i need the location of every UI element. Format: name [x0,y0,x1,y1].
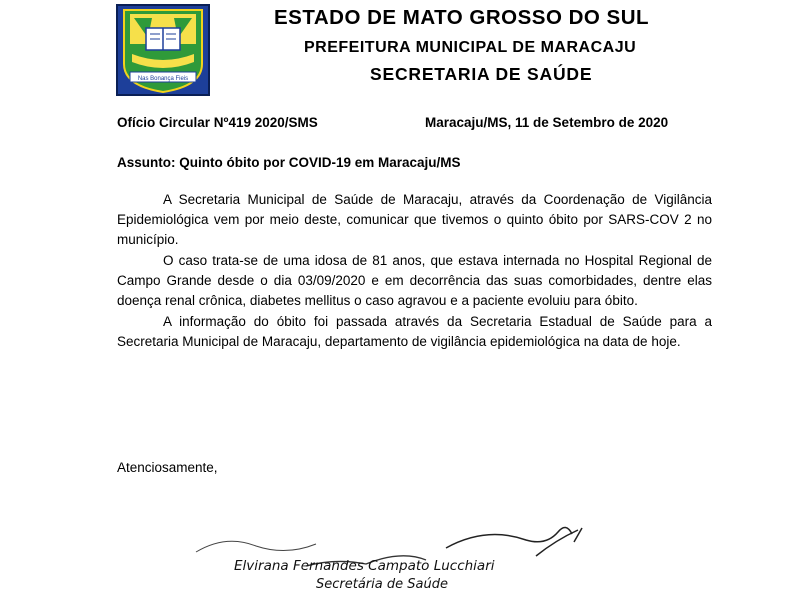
signatory-role: Secretária de Saúde [316,577,448,592]
letter-body [117,190,712,353]
department-title: SECRETARIA DE SAÚDE [370,64,593,84]
oficio-number: Ofício Circular Nº419 2020/SMS [117,115,318,130]
body-paragraph: A Secretaria Municipal de Saúde de Maracaju, através da Coordenação de Vigilância Epidemiológica vem por meio deste, comunicar que tivemos o quinto óbito por SARS-COV 2 no município. [117,192,712,247]
signatory-name: Elvirana Fernandes Campato Lucchiari [234,558,495,574]
subject-line: Assunto: Quinto óbito por COVID-19 em Maracaju/MS [117,155,461,170]
place-date: Maracaju/MS, 11 de Setembro de 2020 [425,115,669,130]
prefecture-title: PREFEITURA MUNICIPAL DE MARACAJU [304,39,637,56]
state-title: ESTADO DE MATO GROSSO DO SUL [274,6,650,29]
body-paragraph: O caso trata-se de uma idosa de 81 anos, que estava internada no Hospital Regional de Campo Grande desde o dia 03/09/2020 e em decorrência das suas comorbidades, dentre elas doença renal crônica, diabetes mellitus o caso agravou e a paciente evoluiu para óbito. [117,253,712,308]
municipal-crest [116,4,210,96]
closing-salutation: Atenciosamente, [117,460,218,475]
crest-icon [116,4,210,96]
svg-text:Nas Bonança Fieis: Nas Bonança Fieis [137,76,189,82]
body-paragraph: A informação do óbito foi passada através da Secretaria Estadual de Saúde para a Secretaria Municipal de Maracaju, departamento de vigilância epidemiológica na data de hoje. [117,314,712,349]
signature-block [186,520,606,600]
